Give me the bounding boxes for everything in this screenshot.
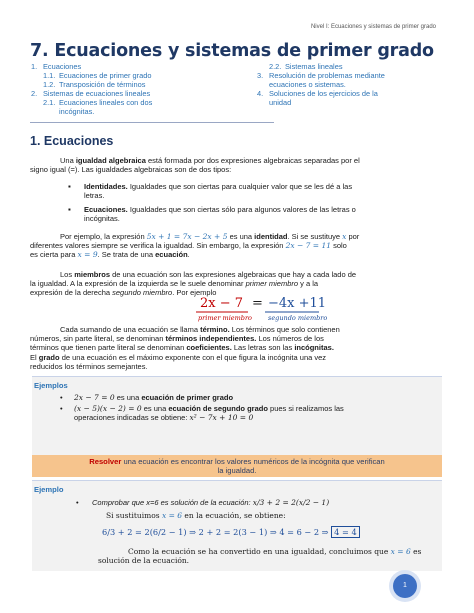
toc-right (257, 62, 385, 107)
paragraph-igualdad: Una igualdad algebraica está formada por dos expresiones algebraicas separadas por el signo igual (=). Las igualdades algebraicas son de dos tipos: (30, 156, 360, 175)
toc-item[interactable]: 2.1. Ecuaciones lineales con dos (43, 98, 153, 107)
examples-heading: Ejemplos (34, 381, 68, 390)
equation-equals: = (252, 296, 263, 311)
bullet-dot-icon: • (76, 498, 79, 507)
toc-item[interactable]: 1. Ecuaciones (31, 62, 82, 71)
equation-right-member: −4x +11 (268, 296, 327, 311)
example-box (32, 480, 442, 571)
paragraph-identidad-ejemplo: Por ejemplo, la expresión 5x + 1 = 7x − 2x + 5 es una identidad. Si se sustituye x por diferentes valores siempre se verifica la igualdad. Sin embargo, la expresión 2x − 7 = 11 solo es cierta para x = 9. Se trata de una ecuación. (30, 232, 360, 260)
section-heading: 1. Ecuaciones (30, 134, 114, 148)
toc-item[interactable]: 1.1. Ecuaciones de primer grado (43, 71, 152, 80)
bullet-dot-icon: • (60, 393, 63, 402)
example-item-1: • 2x − 7 = 0 es una ecuación de primer grado (60, 393, 234, 402)
result-box: 4 = 4 (331, 526, 359, 538)
example-heading: Ejemplo (34, 485, 64, 494)
example-substitution: Si sustituimos x = 6 en la ecuación, se obtiene: (106, 511, 286, 520)
definition-highlight (32, 455, 442, 477)
toc-item[interactable]: ecuaciones o sistemas. (269, 80, 346, 89)
bullet-dot-icon: • (60, 404, 63, 413)
toc-item[interactable]: 3. Resolución de problemas mediante (257, 71, 385, 80)
page-number: 1 (393, 574, 417, 598)
example-calculation: 6/3 + 2 = 2(6/2 − 1) ⇒ 2 + 2 = 2(3 − 1) ⇒ 4 = 6 − 2 ⇒ 4 = 4 (102, 528, 442, 537)
page-title: 7. Ecuaciones y sistemas de primer grado (30, 41, 434, 61)
bullet-identidades: ▪ Identidades. Igualdades que son ciertas para cualquier valor que se les dé a las letras. (68, 182, 353, 201)
label-segundo-miembro: segundo miembro (268, 314, 328, 322)
toc-item[interactable]: unidad (269, 98, 292, 107)
paragraph-miembros: Los miembros de una ecuación son las expresiones algebraicas que hay a cada lado de la igualdad. A la expresión de la izquierda se le suele denominar primer miembro y a la expresión de la derecha segundo miembro. Por ejemplo (30, 270, 357, 298)
label-primer-miembro: primer miembro (198, 314, 252, 322)
examples-box (32, 376, 442, 455)
toc-divider (30, 122, 274, 123)
bullet-square-icon: ▪ (68, 205, 71, 214)
bullet-ecuaciones: ▪ Ecuaciones. Igualdades que son ciertas sólo para algunos valores de las letras o incógnitas. (68, 205, 356, 224)
toc-item[interactable]: 2. Sistemas de ecuaciones lineales (31, 89, 151, 98)
example-conclusion: Como la ecuación se ha convertido en una igualdad, concluimos que x = 6 es solución de la ecuación. (98, 547, 422, 566)
bullet-square-icon: ▪ (68, 182, 71, 191)
running-header: Nivel I: Ecuaciones y sistemas de primer grado (310, 24, 436, 30)
toc-item[interactable]: incógnitas. (59, 107, 95, 116)
toc-item[interactable]: 2.2. Sistemas lineales (269, 62, 343, 71)
equation-left-member: 2x − 7 (200, 296, 244, 311)
definition-text: Resolver una ecuación es encontrar los valores numéricos de la incógnita que verifican la igualdad. (89, 457, 385, 475)
example-statement: • Comprobar que x=6 es solución de la ecuación: x/3 + 2 = 2(x/2 − 1) (76, 498, 330, 507)
toc-left (31, 62, 152, 116)
toc-item[interactable]: 1.2. Transposición de términos (43, 80, 146, 89)
toc-item[interactable]: 4. Soluciones de los ejercicios de la (257, 89, 378, 98)
paragraph-terminos: Cada sumando de una ecuación se llama término. Los términos que solo contienen números, sin parte literal, se denominan términos independientes. Los números de los términos que tienen parte literal se denominan coeficientes. Las letras son las incógnitas. El grado de una ecuación es el máximo exponente con el que figura la incógnita una vez reducidos los términos semejantes. (30, 325, 340, 371)
example-item-2: • (x − 5)(x − 2) = 0 es una ecuación de segundo grado pues si realizamos las operaciones indicadas se obtiene: x² − 7x + 10 = 0 (60, 404, 344, 423)
